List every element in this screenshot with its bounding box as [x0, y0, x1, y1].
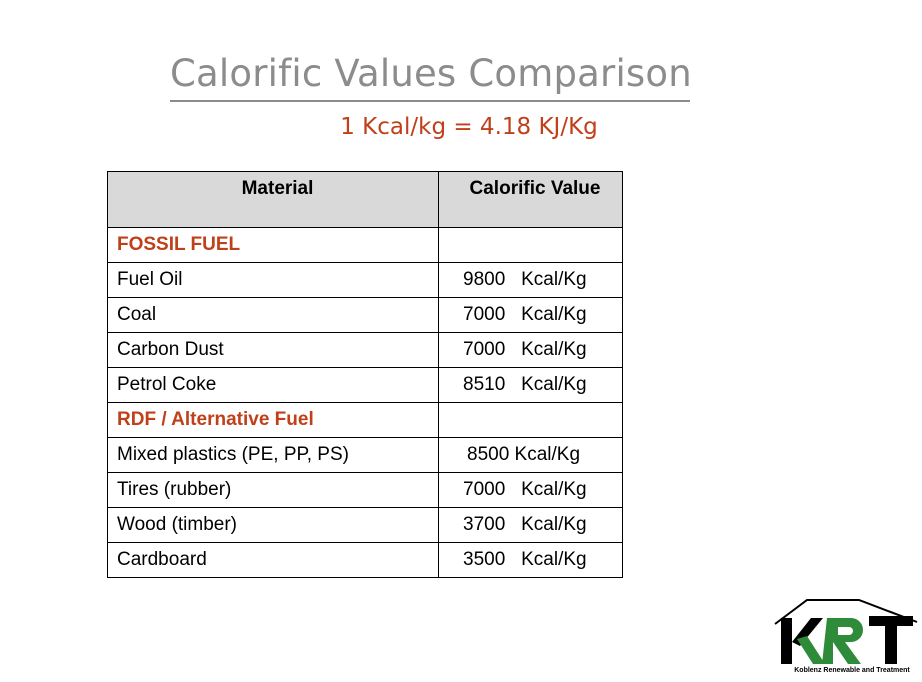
section-label: FOSSIL FUEL	[108, 228, 439, 263]
value-cell: 8500 Kcal/Kg	[439, 438, 623, 473]
material-cell: Tires (rubber)	[108, 473, 439, 508]
table-row	[108, 473, 623, 508]
logo-letter-k	[781, 618, 825, 664]
material-cell: Coal	[108, 298, 439, 333]
material-cell: Fuel Oil	[108, 263, 439, 298]
section-label: RDF / Alternative Fuel	[108, 403, 439, 438]
title-underline	[170, 100, 690, 102]
value-cell: 3500 Kcal/Kg	[439, 543, 623, 578]
table-header-row	[108, 172, 623, 228]
value-cell: 9800 Kcal/Kg	[439, 263, 623, 298]
value-cell: 7000 Kcal/Kg	[439, 333, 623, 368]
table-row	[108, 263, 623, 298]
header-calorific-value: Calorific Value	[439, 172, 623, 228]
material-cell: Mixed plastics (PE, PP, PS)	[108, 438, 439, 473]
table-row	[108, 438, 623, 473]
table-row-section	[108, 228, 623, 263]
table-row	[108, 508, 623, 543]
table-row-section	[108, 403, 623, 438]
table-row	[108, 543, 623, 578]
table-row	[108, 333, 623, 368]
value-cell: 7000 Kcal/Kg	[439, 298, 623, 333]
slide-title: Calorific Values Comparison	[170, 52, 692, 95]
value-cell: 8510 Kcal/Kg	[439, 368, 623, 403]
logo-letter-r	[822, 618, 863, 664]
table-row	[108, 368, 623, 403]
material-cell: Petrol Coke	[108, 368, 439, 403]
header-material: Material	[108, 172, 439, 228]
value-cell: 3700 Kcal/Kg	[439, 508, 623, 543]
material-cell: Wood (timber)	[108, 508, 439, 543]
value-cell	[439, 403, 623, 438]
logo-caption: Koblenz Renewable and Treatment	[794, 667, 910, 674]
value-cell: 7000 Kcal/Kg	[439, 473, 623, 508]
table-row	[108, 298, 623, 333]
logo-letter-t	[869, 616, 913, 664]
calorific-values-table	[107, 171, 623, 578]
value-cell	[439, 228, 623, 263]
material-cell: Carbon Dust	[108, 333, 439, 368]
conversion-subtitle: 1 Kcal/kg = 4.18 KJ/Kg	[340, 114, 598, 140]
material-cell: Cardboard	[108, 543, 439, 578]
